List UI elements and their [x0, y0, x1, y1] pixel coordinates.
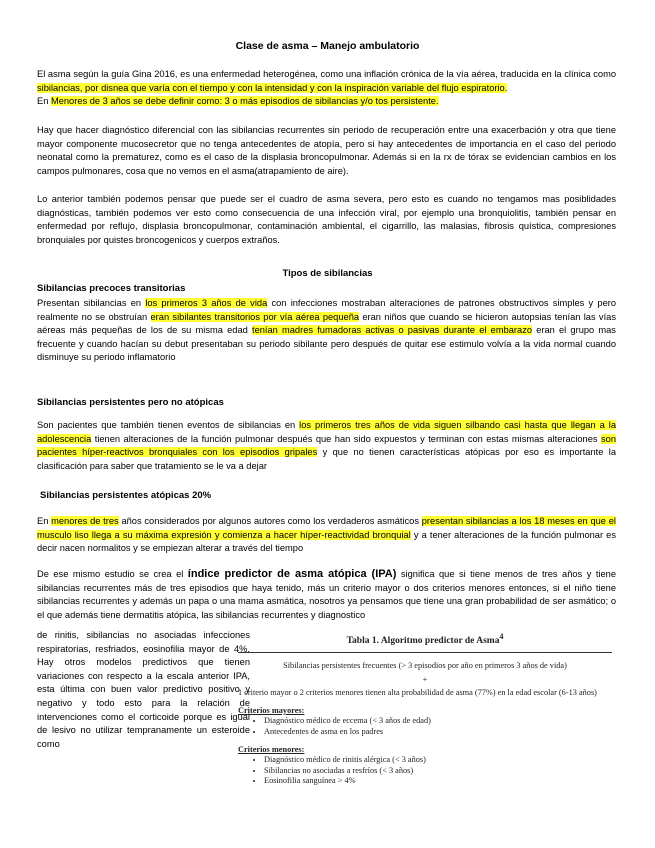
intro-highlight-1: sibilancias, por disnea que varía con el tiempo y con la intensidad y con la inspiración variable del flujo espiratorio. [37, 82, 508, 93]
table-plus: + [422, 675, 428, 685]
atopicas-text-3: y a tener alteraciones de la función pulmonar es decir nacen normalitos y se empiezan alterar a través del tiempo [37, 529, 616, 554]
precoces-heading: Sibilancias precoces transitorias [37, 283, 186, 294]
table-criterios-mayores [232, 706, 618, 737]
persistentes-paragraph [37, 419, 616, 473]
ipa-title-inline: índice predictor de asma atópica (IPA) [187, 568, 397, 580]
mayores-item: • Antecedentes de asma en los padres [264, 727, 612, 738]
mayores-label: Criterios mayores: [238, 706, 305, 716]
table-criterios-menores [232, 745, 618, 787]
ipa-paragraph [37, 568, 616, 622]
persistentes-text-2: tienen alteraciones de la función pulmonar después que han sido expuestos y terminan con estas mismas alteraciones [91, 433, 601, 444]
mayores-list [238, 716, 612, 737]
persistentes-text-3: y que no tienen características atópicas por eso es importante la clasificación para saber que tratamiento se le va a dejar [37, 447, 616, 471]
severe-asthma-paragraph: Lo anterior también podemos pensar que puede ser el cuadro de asma severa, pero esto es cuando no tengamos mas posiblidades diagnósticas, también podemos ver esto como consecuencia de una infección viral, por ejemplo una bronquiolitis, también pensar en enfermedad por reflujo, displasia broncopulmonar, contaminación ambiental, el cigarrillo, las malasias, fibrosis quística, compresiones bronquiales por quistes broncogenicos y cuerpos extraños. [37, 194, 616, 245]
menores-item: • Diagnóstico médico de rinitis alérgica (< 3 años) [264, 755, 612, 766]
differential-paragraph: Hay que hacer diagnóstico diferencial con las sibilancias recurrentes sin periodo de recuperación entre una exacerbación y otra que tiene mayor componente mucosecretor que no tenga antecedentes de atopía, pero si hay antecedentes de importancia en el caso del periodo neonatal como la prematurez, como es el caso de la displasia broncopulmonar. Además si en la rx de tórax se evidencian cambios en los campos pulmonares, cosa que no vemos en el asma(atrapamiento de aire). [37, 125, 616, 176]
atopicas-highlight-2: presentan sibilancias a los 18 meses en que el musculo liso llega a su máxima expresión y comienza a hacer híper-reactividad bronquial [37, 516, 616, 540]
intro-highlight-2: Menores de 3 años se debe definir como: 3 o más episodios de sibilancias y/o tos persistente. [50, 96, 439, 107]
table-title [232, 632, 618, 646]
atopicas-text-1: En [37, 516, 52, 526]
atopicas-text-2: años considerados por algunos autores como los verdaderos asmáticos [118, 516, 422, 526]
precoces-text-1: Presentan sibilancias en [37, 298, 146, 308]
menores-item: • Eosinofilia sanguínea > 4% [264, 776, 612, 787]
menores-list [238, 755, 612, 787]
ipa-text-2: significa que si tiene menos de tres años y tiene sibilancias recurrentes más de tres episodios que haya tenido, más un criterio mayor o dos criterios menores entonces, si el niño tiene sibilancias recurrentes y además un papa o una mama asmática, nosotros ya pensamos que tiene una gran probabilidad de ser asmático; o el que además tiene dermatitis atópica, las sibilancias recurrentes y diagnostico [37, 569, 616, 620]
page-title: Clase de asma – Manejo ambulatorio [235, 40, 420, 52]
persistentes-text-1: Son pacientes que también tienen eventos de sibilancias en [37, 420, 300, 430]
persistentes-heading: Sibilancias persistentes pero no atópicas [37, 397, 224, 408]
persistentes-highlight-1: los primeros tres años de vida siguen silbando casi hasta que llegan a la adolescencia [37, 420, 616, 444]
persistentes-highlight-2: son pacientes híper-reactivos bronquiales con los episodios gripales [37, 433, 616, 458]
table-row-1: Sibilancias persistentes frecuentes (> 3 episodios por año en primeros 3 años de vida) [283, 661, 567, 671]
atopicas-highlight-1: menores de tres [51, 516, 119, 526]
ipa-table-figure [232, 632, 618, 787]
menores-item: • Sibilancias no asociadas a resfríos (< 3 años) [264, 766, 612, 777]
precoces-text-3: eran niños que cuando se hicieron autopsias tenían las vías aéreas más pequeñas de los de su misma edad [37, 311, 616, 336]
intro-paragraph [37, 68, 616, 109]
table-row-2: 1 criterio mayor o 2 criterios menores tienen alta probabilidad de asma (77%) en la edad escolar (6-13 años) [238, 688, 597, 698]
atopicas-heading: Sibilancias persistentes atópicas 20% [40, 490, 212, 501]
table-title-text: Tabla 1. Algoritmo predictor de Asma [346, 636, 500, 647]
menores-label: Criterios menores: [238, 745, 305, 755]
tipos-heading: Tipos de sibilancias [282, 268, 373, 279]
ipa-text-1: De ese mismo estudio se crea el [37, 569, 188, 579]
atopicas-paragraph [37, 515, 616, 556]
precoces-text-2: con infecciones mostraban alteraciones de patrones obstructivos simples y pero realmente no se obstruían [37, 298, 617, 322]
mayores-item: • Diagnóstico médico de eccema (< 3 años de edad) [264, 716, 612, 727]
precoces-highlight-2: eran sibilantes transitorios por vía aérea pequeña [150, 311, 360, 322]
precoces-highlight-3: tenían madres fumadoras activas o pasivas durante el embarazo [251, 325, 533, 336]
intro-text-1: El asma según la guía Gina 2016, es una enfermedad heterogénea, como una inflación crónica de la vía aérea, traducida en la clínica como [37, 69, 616, 79]
precoces-text-4: eran el grupo mas frecuente y cuando hacían su debut presentaban su periodo sibilante pero después de quitar ese estimulo volvía a la vida normal cuando disminuye su periodo inflamatorio [37, 325, 616, 363]
precoces-highlight-1: los primeros 3 años de vida [145, 298, 268, 308]
table-title-sup: 4 [499, 632, 504, 641]
ipa-left-column: de rinitis, sibilancias no asociadas infecciones respiratorias, resfriados, eosinofilia mayor de 4%. Hay otros modelos predictivos que tienen variaciones con respecto a la escala anterior IPA, esta última con buen valor predictivo positivo y negativo y todo esto para la relación de intervenciones como el corticoide porque es igual de lesivo no utilizar tempranamente un esteroide como [37, 630, 250, 749]
intro-text-2: En [37, 96, 51, 107]
precoces-paragraph [37, 297, 616, 365]
